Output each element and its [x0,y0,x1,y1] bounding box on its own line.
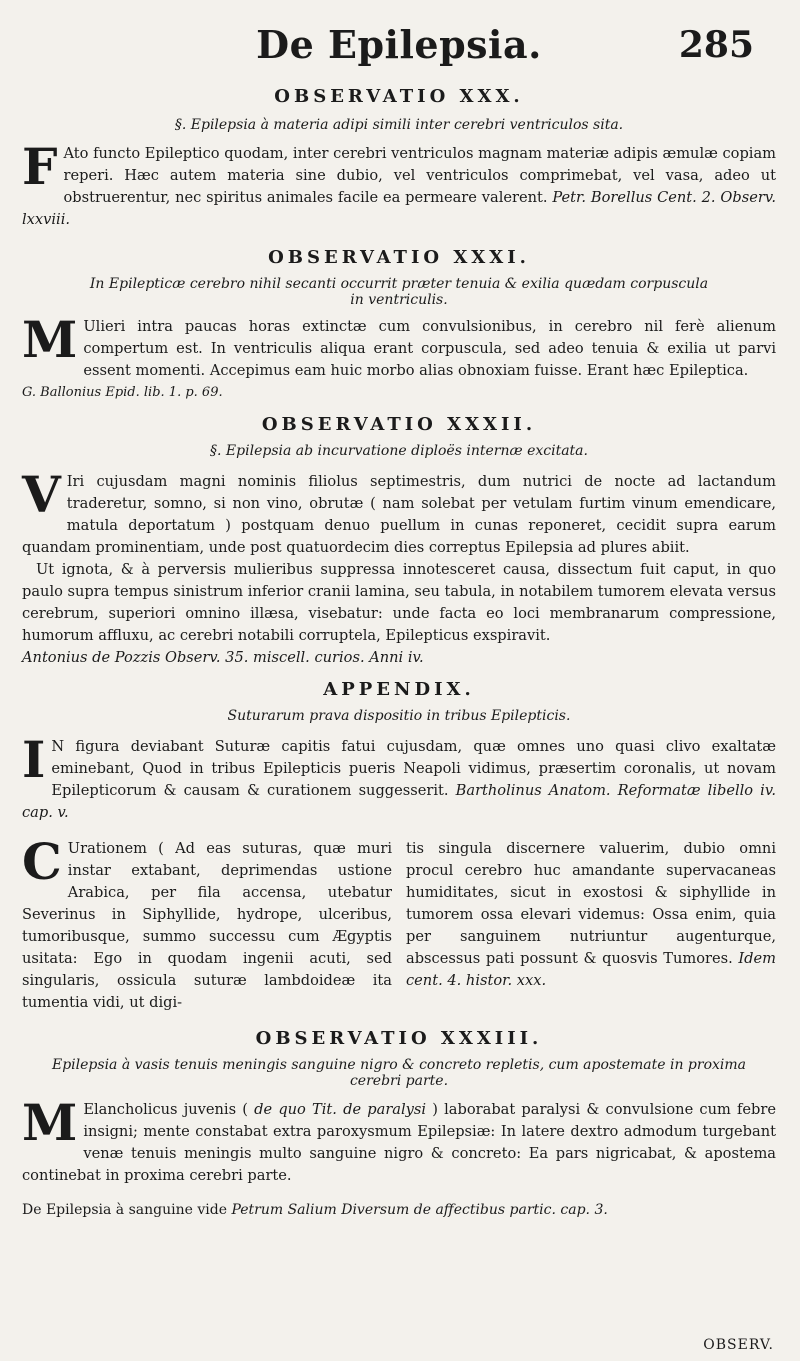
observation-heading: OBSERVATIO XXXIII. [255,1028,543,1049]
page-header [22,0,776,80]
observation-30 [22,86,776,231]
appendix-heading: APPENDIX. [323,679,475,700]
observation-text [22,1093,776,1187]
citation: Petrum Salium Diversum de affectibus partic. cap. 3. [231,1202,608,1218]
column-right [406,838,776,1014]
observation-text [22,310,776,382]
column-left-body: Urationem ( Ad eas suturas, quæ muri instar extabant, deprimendas ustione Arabica, per fila accensa, utebatur Severinus in Siphyllide, hydrope, ulceribus, tumoribusque, summo successu cum Ægyptis usitata: Ego in quodam ingenii acuti, sed singularis, ossicula suturæ lambdoideæ ita tumentia vidi, ut digi- [22,840,392,1011]
observation-body-b: ) laborabat paralysi & convulsione cum febre insigni; mente constabat extra paroxysmum Epilepsiæ: In latere dextro admodum turgebant venæ tenuis meningis multo sanguine nigro & concreto: Ea pars nigricabat, & apostema continebat in proxima cerebri parte. [22,1101,776,1184]
appendix [22,679,776,1014]
observation-32 [22,414,776,669]
appendix-text [22,730,776,824]
citation: Antonius de Pozzis Observ. 35. miscell. curios. Anni iv. [22,649,424,666]
drop-cap: V [22,465,61,524]
citation: Petr. Borellus Cent. 2. Observ. lxxviii. [22,189,776,228]
column-right-body: tis singula discernere valuerim, dubio omni procul cerebro huc amandante supervacaneas humiditates, sicut in exostosi & siphyllide in tumorem ossa elevari videmus: Ossa enim, quia per sanguinem nutriuntur augenturque, abscessus pati possunt & quosvis Tumores. [406,840,776,967]
drop-cap: M [22,1093,78,1152]
observation-body: Ato functo Epileptico quodam, inter cerebri ventriculos magnam materiæ adipis æmulæ copiam reperi. Hæc autem materia sine dubio, vel ventriculos comprimebat, vel vasa, adeo ut obstruerentur, nec spiritus animales facile ea permeare valerent. [63,145,776,206]
two-column-commentary [22,832,777,1014]
catchword: OBSERV. [703,1337,774,1353]
drop-cap: C [22,832,62,891]
observation-body: Iri cujusdam magni nominis filiolus septimestris, dum nutrici de nocte ad lactandum traderetur, somno, si non vino, obrutæ ( nam solebat per vetulam furtim vinum emendicare, matula deportatum ) postquam denuo puellum in cunas reponeret, cecidit supra earum quandam prominentiam, unde post quatuordecim dies correptus Epilepsia ad plures abiit. [22,473,776,556]
footer-note-text: De Epilepsia à sanguine vide [22,1202,227,1218]
observation-heading: OBSERVATIO XXXII. [261,414,537,435]
footer-note [22,1199,776,1221]
observation-heading: OBSERVATIO XXXI. [268,247,530,268]
observation-heading: OBSERVATIO XXX. [274,86,524,107]
observation-text [22,137,776,231]
column-right-text [406,838,776,992]
column-left-text [22,832,392,1014]
observation-summary: §. Epilepsia ab incurvatione diploës internæ excitata. [210,443,588,459]
citation: Idem cent. 4. histor. xxx. [406,950,777,989]
citation: G. Ballonius Epid. lib. 1. p. 69. [22,385,223,400]
appendix-summary: Suturarum prava dispositio in tribus Epilepticis. [227,708,571,724]
column-left [22,832,392,1014]
observation-summary: §. Epilepsia à materia adipi simili inter cerebri ventriculos sita. [174,117,624,133]
drop-cap: F [22,137,58,196]
observation-text-2: Ut ignota, & à perversis mulieribus suppressa innotesceret causa, dissectum fuit caput, in quo paulo supra tempus sinistrum inferior cranii lamina, seu tabula, in notabilem tumorem elevata versus cerebrum, superiori omnino illæsa, visebatur: unde facta eo loci membranarum compressione, humorum affluxu, ac cerebri notabili corruptela, Epilepticus exspiravit. [22,561,777,644]
page-number: 285 [678,24,754,66]
appendix-body: N figura deviabant Suturæ capitis fatui cujusdam, quæ omnes uno quasi clivo exaltatæ eminebant, Quod in tribus Epilepticis pueris Neapoli vidimus, præsertim coronalis, ut novam Epilepticorum & causam & curationem suggesserit. [51,738,776,799]
running-title: De Epilepsia. [256,22,542,67]
observation-summary: Epilepsia à vasis tenuis meningis sanguine nigro & concreto repletis, cum apostemate in proxima cerebri parte. [52,1057,747,1089]
observation-body: Ulieri intra paucas horas extinctæ cum convulsionibus, in cerebro nil ferè alienum compertum est. In ventriculis aliqua erant corpuscula, sed adeo tenuia & exilia ut parvi essent momenti. Accepimus eam huic morbo alias obnoxiam fuisse. Erant hæc Epileptica. [83,318,776,379]
observation-summary: In Epilepticæ cerebro nihil secanti occurrit præter tenuia & exilia quædam corpuscula in ventriculis. [89,276,709,308]
observation-text [22,465,776,559]
drop-cap: M [22,310,78,369]
cross-reference: de quo Tit. de paralysi [247,1101,433,1118]
drop-cap: I [22,730,46,789]
observation-31 [22,247,776,404]
citation: Bartholinus Anatom. Reformatæ libello iv. cap. v. [22,782,776,821]
observation-33 [22,1028,776,1187]
observation-body-a: Elancholicus juvenis ( [83,1101,248,1118]
